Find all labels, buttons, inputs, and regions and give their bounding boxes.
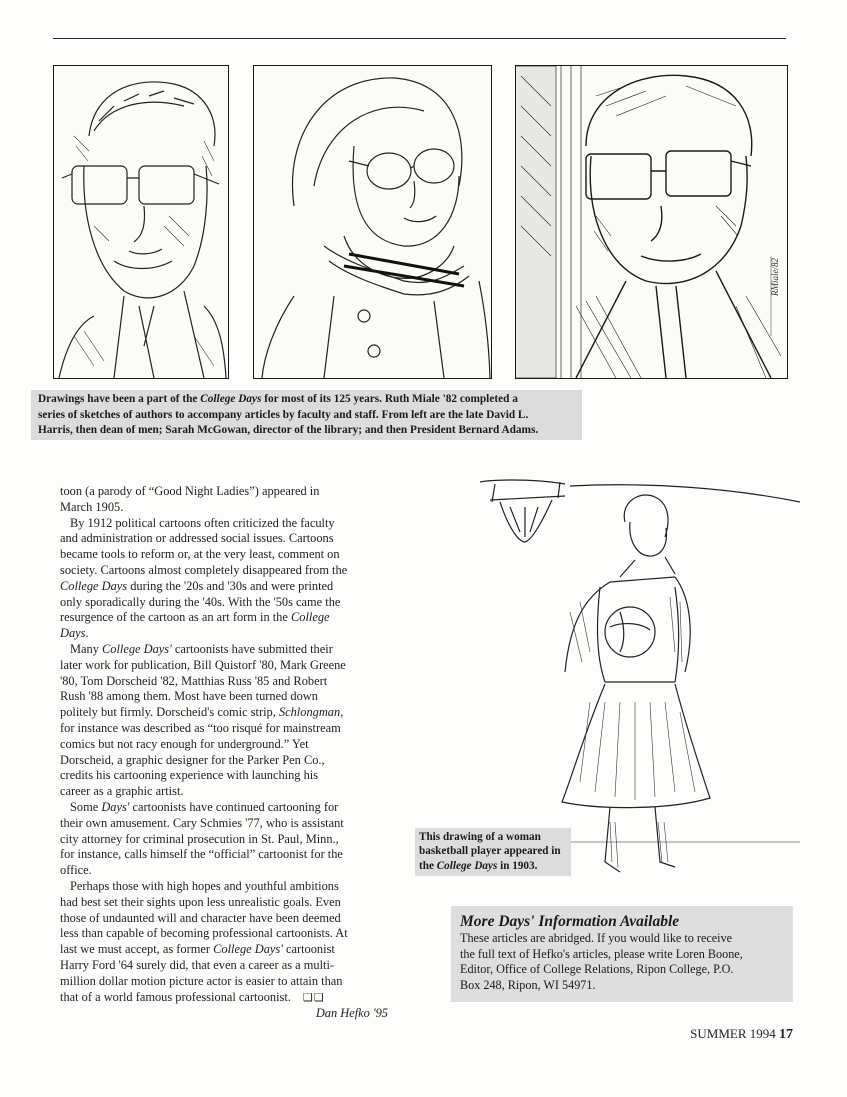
paragraph-3: Many College Days' cartoonists have submitted their later work for publication, Bill Quistorf '80, Mark Greene '80, Tom Dorscheid '82, Matthias Russ '85 and Robert Rush '88 among them. Most have been turned down politely but firmly. Dorscheid's comic strip, Schlongman, for instance was described as “too risqué for mainstream comics but not racy enough for underground.” Yet Dorscheid, a graphic designer for the Parker Pen Co., credits his cartooning experience with launching his career as a graphic artist.: [60, 641, 346, 799]
paragraph-1: toon (a parody of “Good Night Ladies”) appeared in March 1905.: [60, 484, 320, 514]
drawing-caption: This drawing of a woman basketball player appeared in the College Days in 1903.: [415, 828, 571, 876]
portrait-david-harris: [53, 65, 229, 379]
sketch-portrait-adams: [516, 66, 787, 378]
article-body: [60, 484, 390, 1022]
page-footer: [640, 1026, 793, 1043]
author-signoff: Dan Hefko '95: [315, 1006, 388, 1021]
paragraph-4: Some Days' cartoonists have continued cartooning for their own amusement. Cary Schmies '77, who is assistant city attorney for criminal prosecution in St. Paul, Minn., for instance, calls himself the “official” cartoonist for the office.: [60, 799, 344, 878]
portrait-sarah-mcgowan: [253, 65, 492, 379]
info-box: [451, 906, 793, 1002]
info-box-title: More Days' Information Available: [460, 913, 680, 930]
paragraph-5: Perhaps those with high hopes and youthful ambitions had best set their sights upon less unrealistic goals. Even those of undaunted will and character have been deemed less than capable of becoming professional cartoonists. At last we must accept, as former College Days' cartoonist Harry Ford '64 surely did, that even a career as a multi- million dollar motion picture actor is easier to attain than that of a world famous professional cartoonist. ❏❏: [60, 879, 390, 1006]
page-number: 17: [779, 1027, 793, 1042]
basketball-player-drawing: [470, 462, 800, 886]
info-box-body: These articles are abridged. If you would like to receive the full text of Hefko's articles, please write Loren Boone, Editor, Office of College Relations, Ripon College, P.O. Box 248, Ripon, WI 54971.: [460, 931, 743, 992]
sketch-portrait-harris: [54, 66, 228, 378]
paragraph-2: By 1912 political cartoons often criticized the faculty and administration or addressed social issues. Cartoons became tools to reform or, at the very least, comment on society. Cartoons almost completely disappeared from the College Days during the '20s and '30s and were printed only sporadically during the '40s. With the '50s came the resurgence of the cartoon as an art form in the College Days.: [60, 515, 348, 641]
artist-signature: RMiale/82: [770, 258, 780, 296]
top-rule: [53, 38, 786, 39]
portrait-bernard-adams: [515, 65, 788, 379]
end-mark-icon: ❏❏: [302, 991, 325, 1004]
issue-label: SUMMER 1994: [690, 1026, 776, 1041]
portraits-caption: Drawings have been a part of the College Days for most of its 125 years. Ruth Miale '82 completed a series of sketches of authors to accompany articles by faculty and staff. From left are the late David L. Harris, then dean of men; Sarah McGowan, director of the library; and then President Bernard Adams.: [31, 390, 582, 440]
sketch-portrait-mcgowan: [254, 66, 491, 378]
